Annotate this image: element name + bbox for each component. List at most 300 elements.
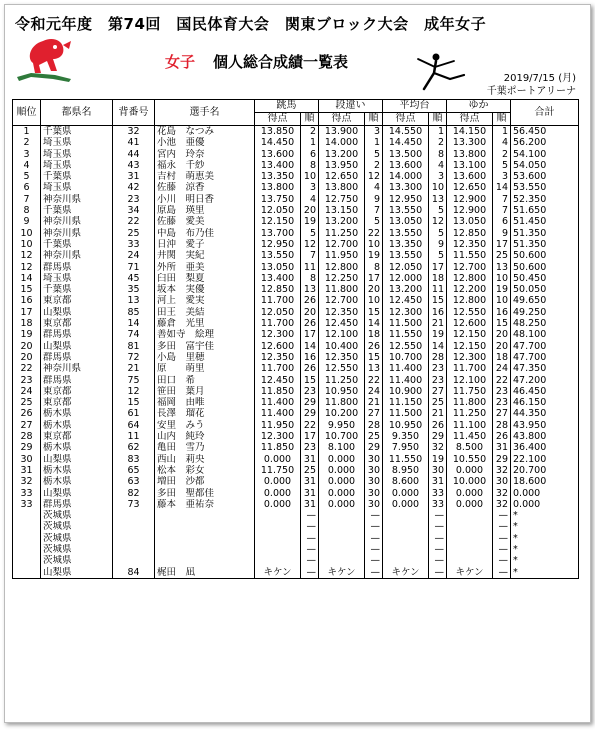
beam-score-cell: 13.500 <box>383 149 429 160</box>
bars-order-cell: 4 <box>365 182 383 193</box>
beam-order-cell: 23 <box>429 375 447 386</box>
floor-score-cell: 11.800 <box>447 397 493 408</box>
athlete-name-cell: 田口 希 <box>155 375 255 386</box>
total-cell: 36.400 <box>511 442 579 453</box>
beam-order-cell: 4 <box>429 160 447 171</box>
beam-order-cell: 14 <box>429 341 447 352</box>
col-beam: 平均台 <box>383 100 447 113</box>
vault-score-cell: 11.700 <box>255 295 301 306</box>
athlete-name-cell: 福岡 由唯 <box>155 397 255 408</box>
col-bars-score: 得点 <box>319 113 365 126</box>
floor-order-cell: 9 <box>493 228 511 239</box>
vault-score-cell <box>255 533 301 544</box>
total-cell: * <box>511 555 579 566</box>
vault-order-cell: 19 <box>301 216 319 227</box>
vault-order-cell: 17 <box>301 431 319 442</box>
beam-score-cell: 12.050 <box>383 262 429 273</box>
floor-score-cell: 12.850 <box>447 228 493 239</box>
event-venue: 千葉ポートアリーナ <box>486 86 576 97</box>
bars-score-cell: 13.800 <box>319 182 365 193</box>
bars-score-cell: 12.450 <box>319 318 365 329</box>
col-vault-order: 順 <box>301 113 319 126</box>
rank-cell: 23 <box>13 375 41 386</box>
total-cell: * <box>511 521 579 532</box>
beam-order-cell: 23 <box>429 363 447 374</box>
bars-order-cell: — <box>365 567 383 579</box>
bars-score-cell: 13.200 <box>319 216 365 227</box>
rank-cell: 33 <box>13 499 41 510</box>
bib-cell: 11 <box>113 431 155 442</box>
floor-score-cell: 12.350 <box>447 239 493 250</box>
floor-score-cell <box>447 521 493 532</box>
bars-order-cell: 9 <box>365 194 383 205</box>
bars-score-cell: 12.750 <box>319 194 365 205</box>
bars-score-cell <box>319 510 365 521</box>
vault-score-cell: 11.700 <box>255 318 301 329</box>
bars-score-cell: 10.400 <box>319 341 365 352</box>
bars-order-cell: 25 <box>365 431 383 442</box>
prefecture-cell: 神奈川県 <box>41 216 113 227</box>
bars-score-cell: 0.000 <box>319 476 365 487</box>
bars-order-cell: 28 <box>365 420 383 431</box>
col-floor-score: 得点 <box>447 113 493 126</box>
floor-order-cell: 27 <box>493 408 511 419</box>
beam-order-cell: 29 <box>429 431 447 442</box>
vault-order-cell: 23 <box>301 442 319 453</box>
floor-score-cell: 13.300 <box>447 137 493 148</box>
rank-cell: 12 <box>13 262 41 273</box>
floor-order-cell: 3 <box>493 171 511 182</box>
athlete-name-cell: 善如寺 絵理 <box>155 329 255 340</box>
beam-order-cell: 32 <box>429 442 447 453</box>
bib-cell: 61 <box>113 408 155 419</box>
floor-score-cell: 8.500 <box>447 442 493 453</box>
bars-score-cell: 13.900 <box>319 126 365 138</box>
prefecture-cell: 千葉県 <box>41 239 113 250</box>
athlete-name-cell: 河上 愛実 <box>155 295 255 306</box>
bib-cell: 35 <box>113 284 155 295</box>
athlete-name-cell: 原 萌里 <box>155 363 255 374</box>
rank-cell: 17 <box>13 307 41 318</box>
bib-cell <box>113 521 155 532</box>
floor-order-cell: 25 <box>493 250 511 261</box>
total-cell: * <box>511 544 579 555</box>
table-row <box>13 567 579 579</box>
bars-order-cell: 8 <box>365 262 383 273</box>
bars-order-cell: — <box>365 555 383 566</box>
table-row <box>13 352 579 363</box>
prefecture-cell: 山梨県 <box>41 307 113 318</box>
floor-order-cell: — <box>493 521 511 532</box>
total-cell: 47.700 <box>511 352 579 363</box>
floor-order-cell: 16 <box>493 307 511 318</box>
bib-cell: 32 <box>113 126 155 138</box>
athlete-name-cell: 福永 千紗 <box>155 160 255 171</box>
prefecture-cell: 千葉県 <box>41 126 113 138</box>
total-cell: 51.350 <box>511 228 579 239</box>
beam-score-cell: 11.550 <box>383 329 429 340</box>
athlete-name-cell: 小池 亜優 <box>155 137 255 148</box>
vault-score-cell: 12.050 <box>255 307 301 318</box>
floor-score-cell: 12.900 <box>447 205 493 216</box>
bars-order-cell: 24 <box>365 386 383 397</box>
vault-order-cell: — <box>301 533 319 544</box>
floor-score-cell: 13.050 <box>447 216 493 227</box>
rank-cell: 28 <box>13 431 41 442</box>
vault-order-cell: 12 <box>301 239 319 250</box>
total-cell: 20.700 <box>511 465 579 476</box>
vault-score-cell <box>255 510 301 521</box>
beam-order-cell: — <box>429 510 447 521</box>
beam-score-cell <box>383 510 429 521</box>
vault-score-cell: 11.850 <box>255 386 301 397</box>
floor-order-cell: 2 <box>493 149 511 160</box>
floor-score-cell: 11.250 <box>447 408 493 419</box>
table-row <box>13 454 579 465</box>
beam-order-cell: 19 <box>429 454 447 465</box>
bars-score-cell: 0.000 <box>319 488 365 499</box>
bars-score-cell: 13.950 <box>319 160 365 171</box>
floor-order-cell: 15 <box>493 318 511 329</box>
table-row <box>13 318 579 329</box>
bars-order-cell: 15 <box>365 352 383 363</box>
vault-score-cell: 12.350 <box>255 352 301 363</box>
total-cell: 18.600 <box>511 476 579 487</box>
beam-score-cell: 12.950 <box>383 194 429 205</box>
bars-order-cell: 29 <box>365 442 383 453</box>
document-title: 令和元年度 第74回 国民体育大会 関東ブロック大会 成年女子 <box>15 15 487 33</box>
athlete-name-cell: 花島 なつみ <box>155 126 255 138</box>
floor-order-cell: — <box>493 544 511 555</box>
rank-cell: 27 <box>13 420 41 431</box>
floor-score-cell: 13.100 <box>447 160 493 171</box>
total-cell: * <box>511 533 579 544</box>
beam-score-cell <box>383 544 429 555</box>
beam-score-cell: 11.150 <box>383 397 429 408</box>
bib-cell: 41 <box>113 137 155 148</box>
beam-score-cell: 8.950 <box>383 465 429 476</box>
floor-score-cell: 12.900 <box>447 194 493 205</box>
bars-order-cell: — <box>365 544 383 555</box>
bib-cell: 33 <box>113 239 155 250</box>
table-row <box>13 171 579 182</box>
bars-order-cell: 5 <box>365 216 383 227</box>
bib-cell: 34 <box>113 205 155 216</box>
total-cell: 46.150 <box>511 397 579 408</box>
vault-order-cell: 20 <box>301 307 319 318</box>
beam-score-cell: 11.500 <box>383 318 429 329</box>
floor-order-cell: 6 <box>493 216 511 227</box>
rank-cell: 10 <box>13 239 41 250</box>
total-cell: 49.250 <box>511 307 579 318</box>
rank-cell: 15 <box>13 284 41 295</box>
beam-order-cell: 10 <box>429 182 447 193</box>
vault-score-cell: 0.000 <box>255 499 301 510</box>
rank-cell: 18 <box>13 318 41 329</box>
vault-score-cell: 13.850 <box>255 126 301 138</box>
athlete-name-cell: 山内 純玲 <box>155 431 255 442</box>
vault-score-cell: 11.700 <box>255 363 301 374</box>
vault-score-cell: 13.400 <box>255 160 301 171</box>
bib-cell: 42 <box>113 182 155 193</box>
prefecture-cell: 神奈川県 <box>41 250 113 261</box>
beam-score-cell: 10.700 <box>383 352 429 363</box>
floor-score-cell <box>447 510 493 521</box>
floor-order-cell: 19 <box>493 284 511 295</box>
table-row <box>13 555 579 566</box>
bib-cell <box>113 533 155 544</box>
bars-score-cell: 11.250 <box>319 375 365 386</box>
rank-cell: 32 <box>13 476 41 487</box>
floor-order-cell: 32 <box>493 499 511 510</box>
bib-cell <box>113 544 155 555</box>
floor-order-cell: 23 <box>493 397 511 408</box>
table-row <box>13 137 579 148</box>
beam-order-cell: 31 <box>429 476 447 487</box>
bars-order-cell: 10 <box>365 295 383 306</box>
table-row <box>13 216 579 227</box>
floor-score-cell: 12.200 <box>447 284 493 295</box>
vault-score-cell <box>255 521 301 532</box>
bars-score-cell: 12.550 <box>319 363 365 374</box>
table-row <box>13 431 579 442</box>
bars-score-cell: 0.000 <box>319 465 365 476</box>
vault-order-cell: 5 <box>301 228 319 239</box>
bib-cell: 82 <box>113 488 155 499</box>
beam-order-cell: — <box>429 521 447 532</box>
bars-order-cell: 2 <box>365 160 383 171</box>
floor-order-cell: 23 <box>493 386 511 397</box>
prefecture-cell: 神奈川県 <box>41 228 113 239</box>
floor-order-cell: 32 <box>493 465 511 476</box>
athlete-name-cell: 梶田 凪 <box>155 567 255 579</box>
bars-score-cell: 11.250 <box>319 228 365 239</box>
table-row <box>13 284 579 295</box>
rank-cell: 6 <box>13 182 41 193</box>
floor-score-cell: 13.800 <box>447 149 493 160</box>
vault-order-cell: — <box>301 510 319 521</box>
beam-score-cell: 13.200 <box>383 284 429 295</box>
total-cell: 54.050 <box>511 160 579 171</box>
table-row <box>13 341 579 352</box>
vault-score-cell: キケン <box>255 567 301 579</box>
vault-order-cell: 29 <box>301 397 319 408</box>
vault-score-cell: 0.000 <box>255 488 301 499</box>
table-row <box>13 488 579 499</box>
subtitle-results-label: 個人総合成績一覧表 <box>213 53 349 71</box>
floor-order-cell: 30 <box>493 476 511 487</box>
rank-cell: 22 <box>13 363 41 374</box>
total-cell: 51.350 <box>511 239 579 250</box>
beam-order-cell: 28 <box>429 352 447 363</box>
athlete-name-cell: 原島 瑛里 <box>155 205 255 216</box>
rank-cell: 31 <box>13 465 41 476</box>
vault-score-cell: 11.400 <box>255 397 301 408</box>
prefecture-cell: 群馬県 <box>41 329 113 340</box>
athlete-name-cell <box>155 521 255 532</box>
table-row <box>13 273 579 284</box>
prefecture-cell: 東京都 <box>41 386 113 397</box>
vault-order-cell: 23 <box>301 386 319 397</box>
bib-cell: 43 <box>113 160 155 171</box>
floor-score-cell: 11.550 <box>447 250 493 261</box>
bars-order-cell: — <box>365 510 383 521</box>
table-row <box>13 295 579 306</box>
vault-score-cell: 13.800 <box>255 182 301 193</box>
vault-score-cell: 11.950 <box>255 420 301 431</box>
floor-order-cell: 24 <box>493 363 511 374</box>
bib-cell: 64 <box>113 420 155 431</box>
table-row <box>13 476 579 487</box>
bars-order-cell: 15 <box>365 307 383 318</box>
prefecture-cell: 神奈川県 <box>41 363 113 374</box>
beam-score-cell: 11.500 <box>383 408 429 419</box>
total-cell: 48.250 <box>511 318 579 329</box>
table-row <box>13 363 579 374</box>
bars-score-cell: 12.350 <box>319 307 365 318</box>
bars-score-cell: 0.000 <box>319 499 365 510</box>
beam-score-cell: 13.600 <box>383 160 429 171</box>
athlete-name-cell: 多田 富宇佳 <box>155 341 255 352</box>
floor-order-cell: 7 <box>493 205 511 216</box>
floor-order-cell: — <box>493 555 511 566</box>
athlete-name-cell: 小川 明日香 <box>155 194 255 205</box>
beam-order-cell: 12 <box>429 216 447 227</box>
vault-order-cell: 6 <box>301 149 319 160</box>
prefecture-cell: 千葉県 <box>41 171 113 182</box>
bars-order-cell: 30 <box>365 499 383 510</box>
col-floor-order: 順 <box>493 113 511 126</box>
vault-order-cell: 13 <box>301 284 319 295</box>
vault-score-cell: 11.750 <box>255 465 301 476</box>
subtitle-women-label: 女子 <box>165 53 196 71</box>
bars-order-cell: 26 <box>365 341 383 352</box>
table-row <box>13 408 579 419</box>
bars-score-cell: 10.200 <box>319 408 365 419</box>
prefecture-cell: 群馬県 <box>41 375 113 386</box>
table-row <box>13 149 579 160</box>
vault-score-cell: 12.300 <box>255 431 301 442</box>
total-cell: 43.950 <box>511 420 579 431</box>
bars-score-cell: 10.700 <box>319 431 365 442</box>
vault-score-cell: 13.350 <box>255 171 301 182</box>
bars-score-cell: 14.000 <box>319 137 365 148</box>
vault-score-cell: 11.850 <box>255 442 301 453</box>
floor-score-cell: 12.300 <box>447 352 493 363</box>
floor-order-cell: — <box>493 567 511 579</box>
beam-score-cell: 13.550 <box>383 205 429 216</box>
rank-cell <box>13 555 41 566</box>
prefecture-cell: 栃木県 <box>41 408 113 419</box>
rank-cell: 25 <box>13 397 41 408</box>
total-cell: 48.100 <box>511 329 579 340</box>
table-row <box>13 397 579 408</box>
beam-order-cell: 18 <box>429 273 447 284</box>
floor-score-cell: 0.000 <box>447 488 493 499</box>
beam-order-cell: — <box>429 555 447 566</box>
table-row <box>13 160 579 171</box>
vault-order-cell: 2 <box>301 126 319 138</box>
bars-score-cell: 12.350 <box>319 352 365 363</box>
prefecture-cell: 群馬県 <box>41 262 113 273</box>
gymnast-silhouette-icon <box>410 49 466 93</box>
beam-order-cell: 13 <box>429 194 447 205</box>
beam-score-cell: 12.000 <box>383 273 429 284</box>
bars-order-cell: 22 <box>365 375 383 386</box>
total-cell: 53.600 <box>511 171 579 182</box>
bars-score-cell: 11.800 <box>319 397 365 408</box>
table-row <box>13 228 579 239</box>
table-row <box>13 465 579 476</box>
floor-score-cell: 11.700 <box>447 363 493 374</box>
bib-cell: 24 <box>113 250 155 261</box>
rank-cell: 5 <box>13 171 41 182</box>
total-cell: 0.000 <box>511 488 579 499</box>
table-row <box>13 250 579 261</box>
total-cell: 56.200 <box>511 137 579 148</box>
bib-cell: 72 <box>113 352 155 363</box>
beam-order-cell: 26 <box>429 420 447 431</box>
mascot-logo-icon <box>13 35 77 83</box>
table-row <box>13 205 579 216</box>
prefecture-cell: 山梨県 <box>41 341 113 352</box>
bib-cell <box>113 510 155 521</box>
bib-cell: 83 <box>113 454 155 465</box>
athlete-name-cell: 宮内 玲奈 <box>155 149 255 160</box>
bib-cell: 25 <box>113 228 155 239</box>
rank-cell: 30 <box>13 454 41 465</box>
total-cell: 22.100 <box>511 454 579 465</box>
total-cell: * <box>511 567 579 579</box>
floor-score-cell <box>447 544 493 555</box>
bib-cell <box>113 555 155 566</box>
floor-score-cell <box>447 533 493 544</box>
results-document <box>4 4 591 723</box>
bars-order-cell: 30 <box>365 476 383 487</box>
prefecture-cell: 栃木県 <box>41 442 113 453</box>
bib-cell: 65 <box>113 465 155 476</box>
bars-order-cell: 19 <box>365 250 383 261</box>
vault-order-cell: — <box>301 567 319 579</box>
floor-order-cell: 7 <box>493 194 511 205</box>
rank-cell <box>13 544 41 555</box>
rank-cell <box>13 533 41 544</box>
beam-order-cell: 11 <box>429 284 447 295</box>
athlete-name-cell <box>155 510 255 521</box>
beam-score-cell: 10.950 <box>383 420 429 431</box>
floor-score-cell: 10.550 <box>447 454 493 465</box>
table-row <box>13 510 579 521</box>
beam-order-cell: 15 <box>429 295 447 306</box>
floor-score-cell: 12.550 <box>447 307 493 318</box>
floor-score-cell: 12.800 <box>447 295 493 306</box>
table-row <box>13 386 579 397</box>
vault-order-cell: 8 <box>301 273 319 284</box>
bib-cell: 45 <box>113 273 155 284</box>
athlete-name-cell: 藤本 亜祐奈 <box>155 499 255 510</box>
col-total: 合計 <box>511 100 579 126</box>
bib-cell: 63 <box>113 476 155 487</box>
total-cell: 51.650 <box>511 205 579 216</box>
floor-order-cell: — <box>493 533 511 544</box>
beam-score-cell: 13.350 <box>383 239 429 250</box>
total-cell: 0.000 <box>511 499 579 510</box>
athlete-name-cell: 笹田 葉月 <box>155 386 255 397</box>
prefecture-cell: 東京都 <box>41 397 113 408</box>
athlete-name-cell: 亀田 雪乃 <box>155 442 255 453</box>
vault-score-cell: 11.400 <box>255 408 301 419</box>
athlete-name-cell: 松本 彩女 <box>155 465 255 476</box>
